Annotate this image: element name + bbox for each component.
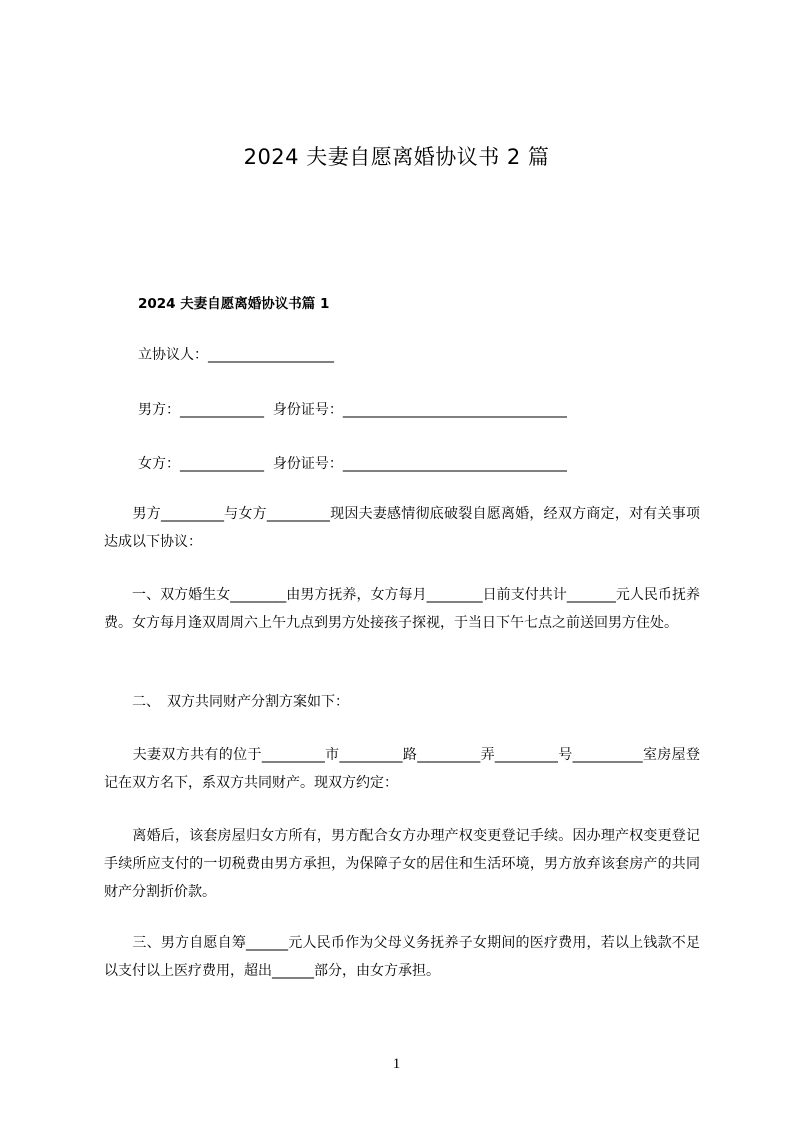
party-line: 立协议人：__________________ [138,347,334,363]
document-title: 2024 夫妻自愿离婚协议书 2 篇 [243,145,550,169]
section-heading: 2024 夫妻自愿离婚协议书篇 1 [138,296,330,312]
intro-paragraph: 男方_________与女方_________现因夫妻感情彻底破裂自愿离婚，经双方商定，对有关事项达成以下协议： [104,506,700,550]
clause-1-paragraph: 一、双方婚生女________由男方抚养，女方每月________日前支付共计_______元人民币抚养费。女方每月逢双周周六上午九点到男方处接孩子探视，于当日下午七点之前送回男方住处。 [104,587,700,631]
property-paragraph: 夫妻双方共有的位于_________市_________路_________弄_________号__________室房屋登记在双方名下，系双方共同财产。现双方约定： [104,747,700,791]
clause-2-heading: 二、 双方共同财产分割方案如下： [104,694,349,710]
female-party-line: 女方：____________ 身份证号：________________________________ [138,456,567,472]
clause-3-paragraph: 三、男方自愿自筹______元人民币作为父母义务抚养子女期间的医疗费用，若以上钱款不足以支付以上医疗费用，超出______部分，由女方承担。 [104,935,700,979]
page-number: 1 [392,1056,401,1072]
property-terms-paragraph: 离婚后，该套房屋归女方所有，男方配合女方办理产权变更登记手续。因办理产权变更登记手续所应支付的一切税费由男方承担，为保障子女的居住和生活环境，男方放弃该套房产的共同财产分割折价款。 [104,828,700,900]
male-party-line: 男方：____________ 身份证号：________________________________ [138,402,567,418]
